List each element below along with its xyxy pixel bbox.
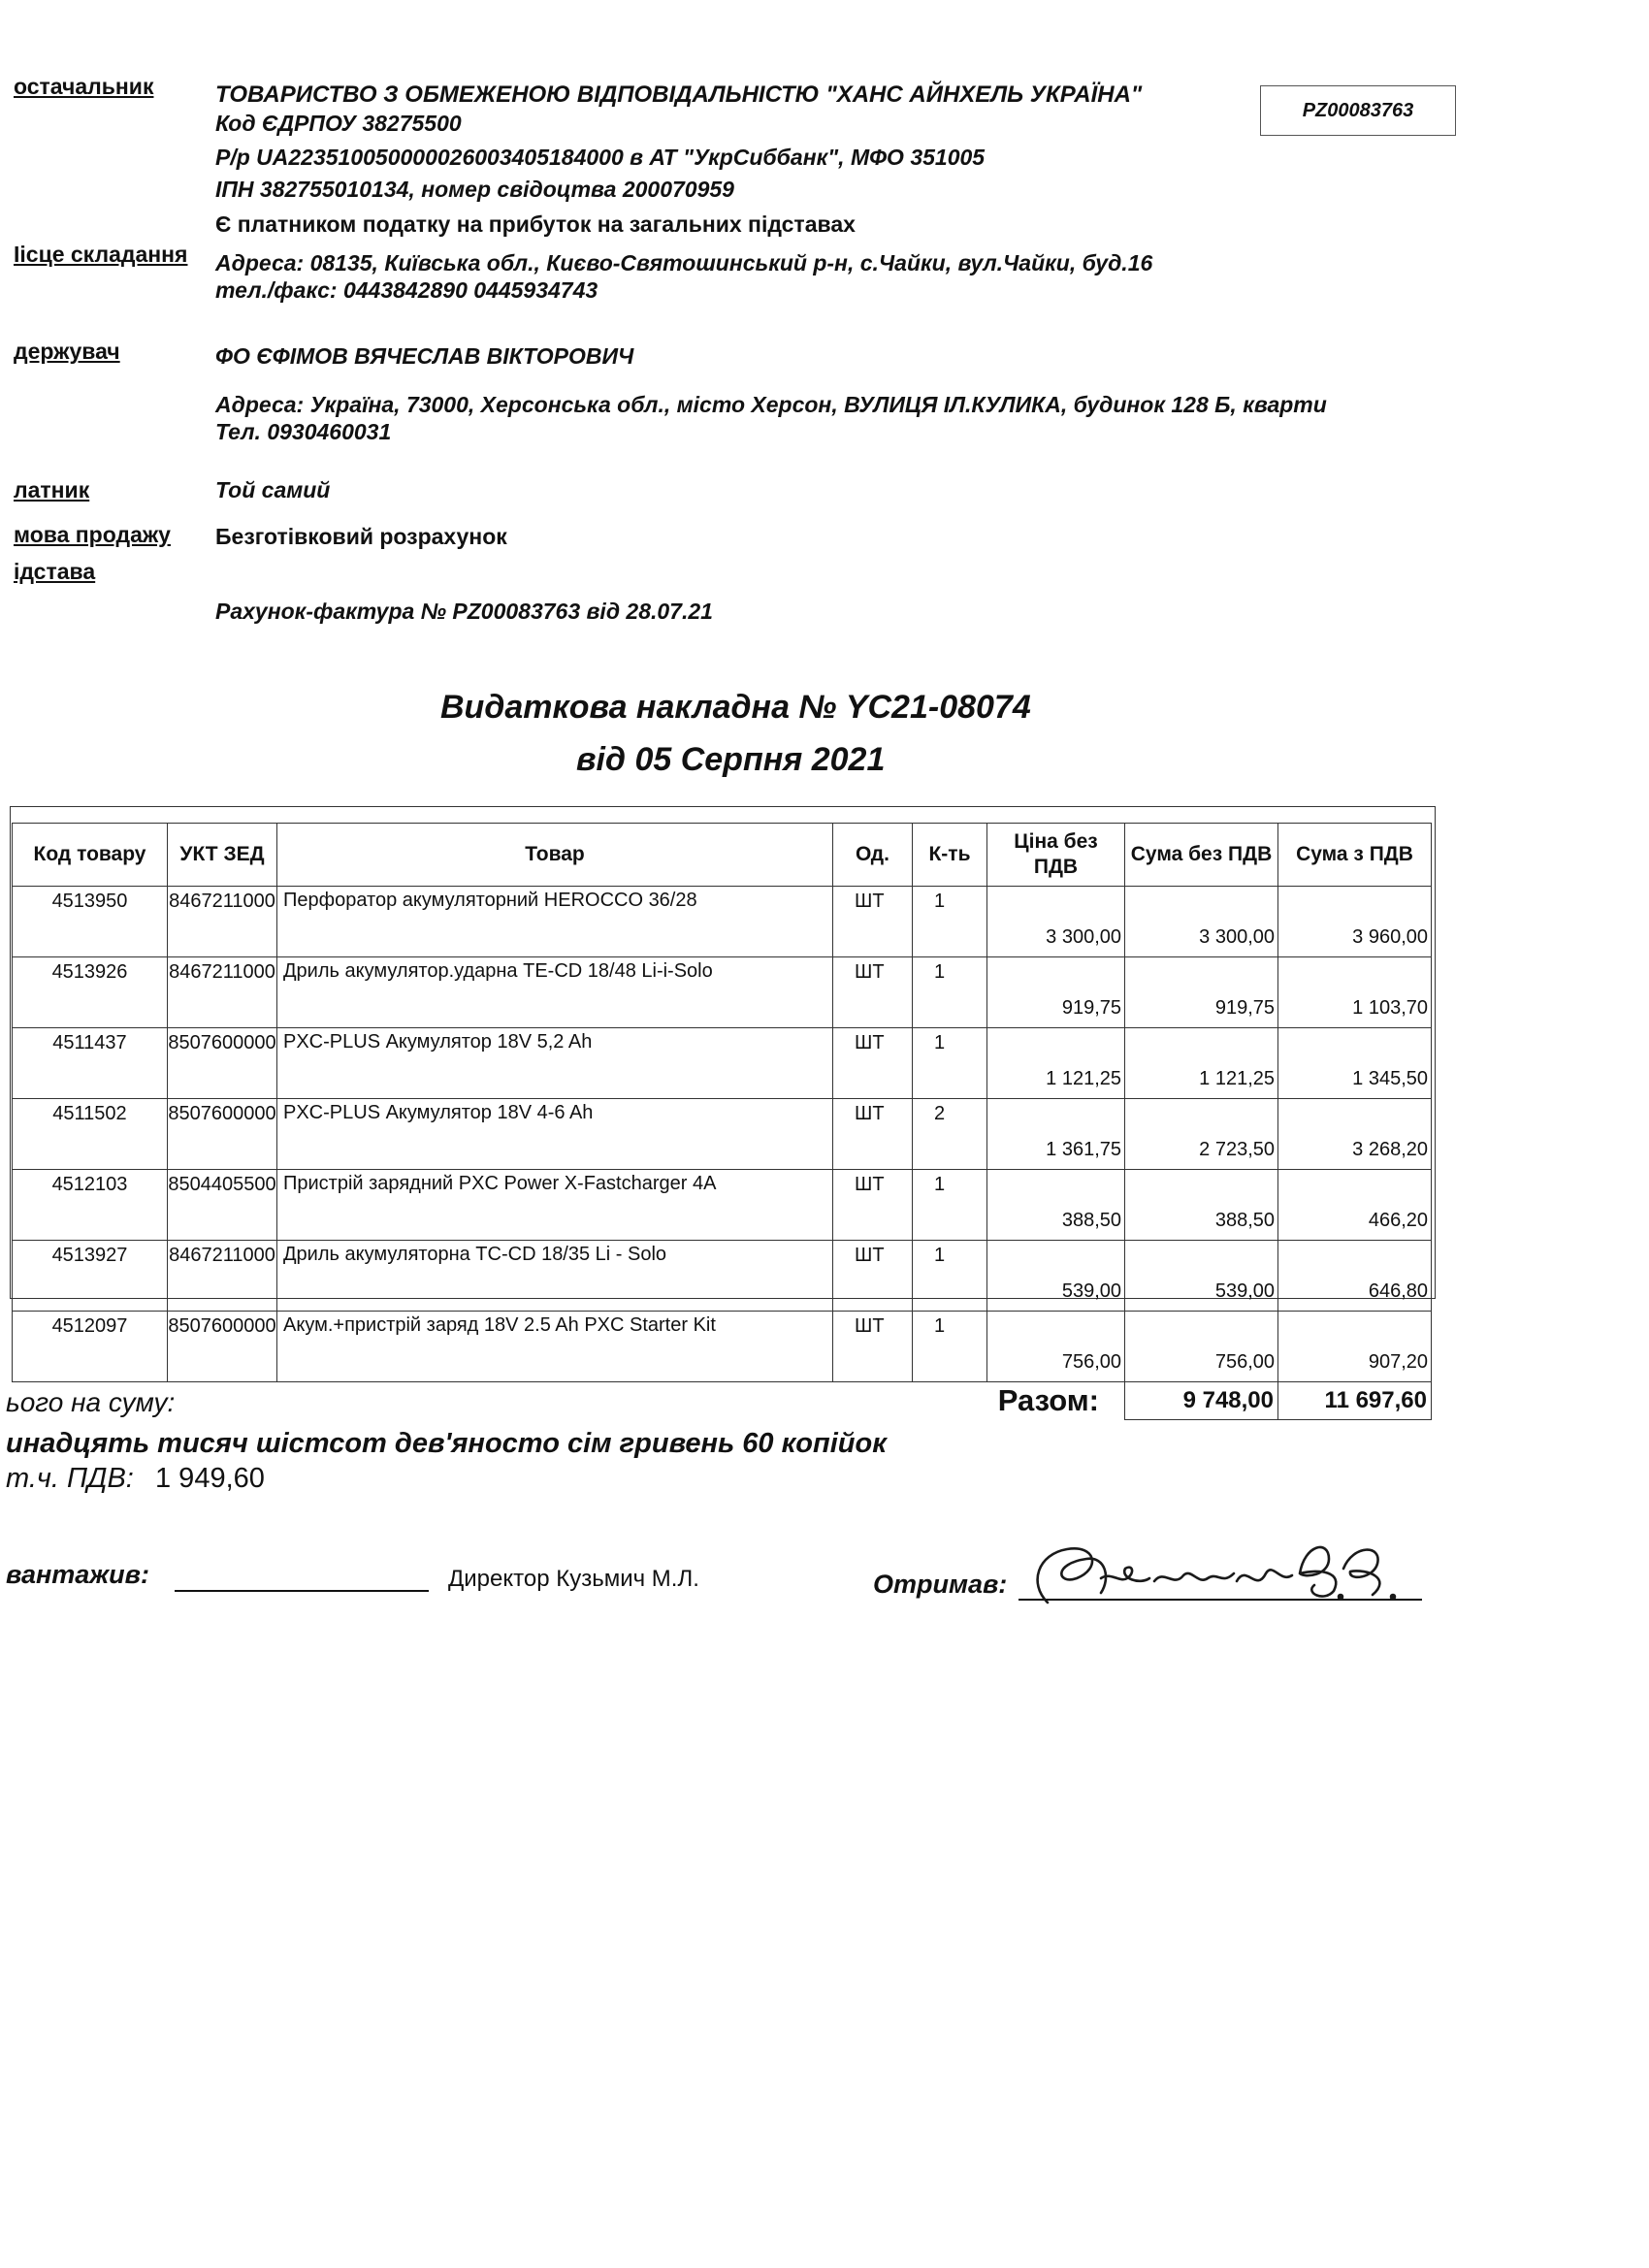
cell-sum: 919,75: [1125, 957, 1278, 1028]
cell-ukt: 8504405500: [168, 1170, 277, 1241]
cell-price: 756,00: [987, 1312, 1125, 1382]
amount-in-words: инадцять тисяч шістсот дев'яносто сім гривень 60 копійок: [6, 1428, 887, 1459]
table-row: [13, 1312, 1432, 1382]
cell-product: Акум.+пристрій заряд 18V 2.5 Ah PXC Starter Kit: [277, 1312, 833, 1382]
cell-unit: ШТ: [833, 957, 913, 1028]
cell-code: 4513926: [13, 957, 168, 1028]
cell-code: 4511437: [13, 1028, 168, 1099]
cell-qty: 1: [913, 957, 987, 1028]
table-header-row: [13, 824, 1432, 887]
cell-product: PXC-PLUS Акумулятор 18V 5,2 Ah: [277, 1028, 833, 1099]
cell-unit: ШТ: [833, 1241, 913, 1312]
cell-sum-vat: 907,20: [1278, 1312, 1432, 1382]
place-address: Адреса: 08135, Київська обл., Києво-Святошинський р-н, с.Чайки, вул.Чайки, буд.16: [215, 250, 1153, 275]
table-row: [13, 1028, 1432, 1099]
cell-unit: ШТ: [833, 1028, 913, 1099]
cell-product: PXC-PLUS Акумулятор 18V 4-6 Ah: [277, 1099, 833, 1170]
col-header-code: Код товару: [13, 824, 168, 887]
supplier-ipn: ІПН 382755010134, номер свідоцтва 200070959: [215, 177, 734, 202]
place-phone: тел./факс: 0443842890 0445934743: [215, 277, 598, 303]
cell-sum-vat: 1 345,50: [1278, 1028, 1432, 1099]
cell-ukt: 8467211000: [168, 887, 277, 957]
recipient-phone: Тел. 0930460031: [215, 419, 392, 444]
supplier-edrpou: Код ЄДРПОУ 38275500: [215, 111, 462, 136]
cell-price: 539,00: [987, 1241, 1125, 1312]
supplier-label: остачальник: [14, 74, 154, 99]
cell-ukt: 8467211000: [168, 957, 277, 1028]
col-header-qty: К-ть: [913, 824, 987, 887]
recipient-address: Адреса: Україна, 73000, Херсонська обл., місто Херсон, ВУЛИЦЯ ІЛ.КУЛИКА, будинок 128 Б, кварти: [215, 392, 1327, 417]
cell-code: 4512097: [13, 1312, 168, 1382]
table-row: [13, 957, 1432, 1028]
shipped-by: Директор Кузьмич М.Л.: [448, 1566, 699, 1592]
col-header-product: Товар: [277, 824, 833, 887]
cell-sum: 539,00: [1125, 1241, 1278, 1312]
supplier-name: ТОВАРИСТВО З ОБМЕЖЕНОЮ ВІДПОВІДАЛЬНІСТЮ "ХАНС АЙНХЕЛЬ УКРАЇНА": [215, 81, 1143, 108]
cell-sum: 3 300,00: [1125, 887, 1278, 957]
cell-sum: 2 723,50: [1125, 1099, 1278, 1170]
supplier-tax-status: Є платником податку на прибуток на загальних підставах: [215, 211, 856, 237]
col-header-sum: Сума без ПДВ: [1125, 824, 1278, 887]
vat-value: 1 949,60: [155, 1463, 265, 1494]
cell-price: 1 361,75: [987, 1099, 1125, 1170]
place-label: Іісце складання: [14, 242, 188, 267]
cell-sum-vat: 466,20: [1278, 1170, 1432, 1241]
cell-code: 4513950: [13, 887, 168, 957]
total-label: Разом:: [997, 1383, 1099, 1418]
cell-sum: 1 121,25: [1125, 1028, 1278, 1099]
total-sum-vat: 11 697,60: [1278, 1382, 1432, 1420]
cell-qty: 1: [913, 1028, 987, 1099]
col-header-unit: Од.: [833, 824, 913, 887]
cell-unit: ШТ: [833, 1312, 913, 1382]
cell-ukt: 8507600000: [168, 1312, 277, 1382]
table-row: [13, 1241, 1432, 1312]
cell-product: Дриль акумулятор.ударна TE-CD 18/48 Li-i-Solo: [277, 957, 833, 1028]
table-row: [13, 1099, 1432, 1170]
cell-ukt: 8467211000: [168, 1241, 277, 1312]
shipped-label: вантажив:: [6, 1560, 149, 1589]
cell-code: 4513927: [13, 1241, 168, 1312]
cell-unit: ШТ: [833, 1170, 913, 1241]
table-row: [13, 887, 1432, 957]
basis-label: ідстава: [14, 559, 96, 584]
vat-label: т.ч. ПДВ:: [6, 1463, 134, 1494]
cell-sum-vat: 646,80: [1278, 1241, 1432, 1312]
cell-price: 388,50: [987, 1170, 1125, 1241]
cell-product: Дриль акумуляторна TC-CD 18/35 Li - Solo: [277, 1241, 833, 1312]
recipient-label: держувач: [14, 339, 120, 364]
cell-qty: 1: [913, 1170, 987, 1241]
col-header-price: Ціна без ПДВ: [987, 824, 1125, 887]
cell-price: 3 300,00: [987, 887, 1125, 957]
document-reference: PZ00083763: [1260, 85, 1456, 136]
cell-product: Пристрій зарядний PXC Power X-Fastcharger 4A: [277, 1170, 833, 1241]
cell-product: Перфоратор акумуляторний HEROCCO 36/28: [277, 887, 833, 957]
total-sum: 9 748,00: [1125, 1382, 1278, 1420]
document-title: Видаткова накладна № YC21-08074: [440, 689, 1031, 726]
cell-sum: 388,50: [1125, 1170, 1278, 1241]
recipient-name: ФО ЄФІМОВ ВЯЧЕСЛАВ ВІКТОРОВИЧ: [215, 343, 634, 369]
total-row: [13, 1382, 1432, 1420]
received-label: Отримав:: [873, 1570, 1008, 1599]
sale-terms-value: Безготівковий розрахунок: [215, 524, 507, 549]
cell-qty: 1: [913, 1312, 987, 1382]
payer-label: латник: [14, 477, 90, 502]
cell-sum-vat: 3 268,20: [1278, 1099, 1432, 1170]
cell-code: 4511502: [13, 1099, 168, 1170]
cell-ukt: 8507600000: [168, 1028, 277, 1099]
cell-qty: 1: [913, 887, 987, 957]
amount-label: ього на суму:: [6, 1387, 176, 1417]
cell-unit: ШТ: [833, 1099, 913, 1170]
col-header-sum-vat: Сума з ПДВ: [1278, 824, 1432, 887]
sale-terms-label: мова продажу: [14, 522, 171, 547]
supplier-account: Р/р UA223510050000026003405184000 в АТ "УкрСиббанк", МФО 351005: [215, 145, 986, 170]
shipped-signature-line: [175, 1590, 429, 1592]
cell-ukt: 8507600000: [168, 1099, 277, 1170]
handwritten-signature: [1009, 1525, 1436, 1627]
cell-code: 4512103: [13, 1170, 168, 1241]
cell-sum: 756,00: [1125, 1312, 1278, 1382]
cell-qty: 1: [913, 1241, 987, 1312]
cell-price: 919,75: [987, 957, 1125, 1028]
table-row: [13, 1170, 1432, 1241]
items-table: [12, 823, 1432, 1420]
basis-value: Рахунок-фактура № PZ00083763 від 28.07.21: [215, 599, 713, 624]
payer-value: Той самий: [215, 477, 331, 502]
cell-unit: ШТ: [833, 887, 913, 957]
cell-qty: 2: [913, 1099, 987, 1170]
cell-price: 1 121,25: [987, 1028, 1125, 1099]
document-date: від 05 Серпня 2021: [576, 741, 886, 778]
cell-sum-vat: 3 960,00: [1278, 887, 1432, 957]
col-header-ukt: УКТ ЗЕД: [168, 824, 277, 887]
cell-sum-vat: 1 103,70: [1278, 957, 1432, 1028]
